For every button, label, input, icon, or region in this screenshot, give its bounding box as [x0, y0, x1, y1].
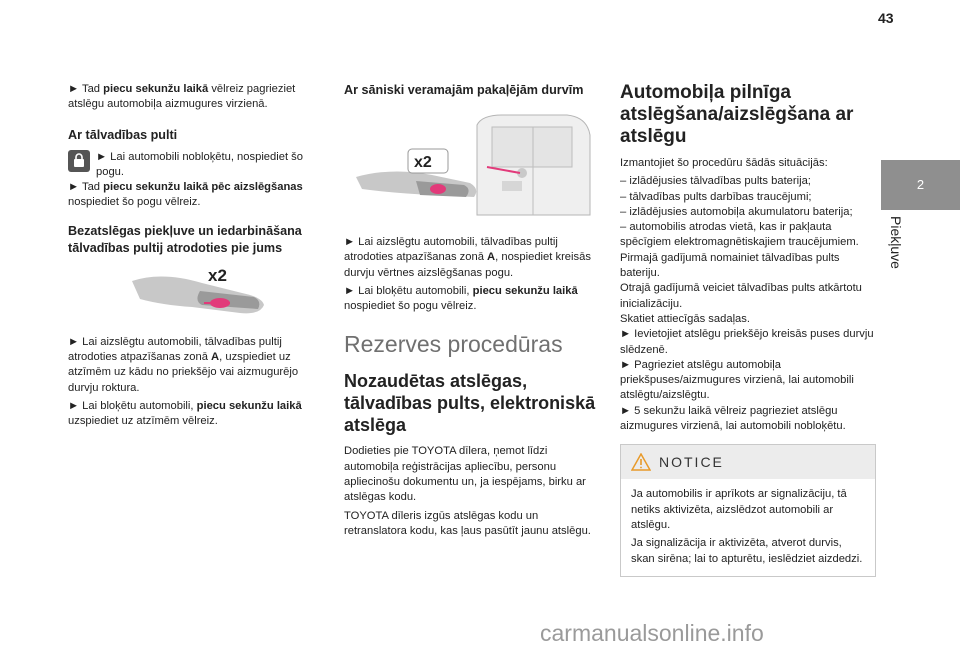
heading-lost-keys: Nozaudētas atslēgas, tālvadības pults, elektroniskā atslēga: [344, 371, 596, 436]
warning-icon: [631, 453, 651, 471]
heading-keyless: Bezatslēgas piekļuve un iedarbināšana tālvadības pultij atrodoties pie jums: [68, 223, 302, 255]
paragraph-sliding-deadlock: ► Lai bloķētu automobili, piecu sekunžu laikā nospiediet šo pogu vēlreiz.: [344, 284, 578, 313]
paragraph-case-one: Pirmajā gadījumā nomainiet tālvadības pults bateriju.: [620, 251, 840, 280]
heading-remote: Ar tālvadības pulti: [68, 127, 178, 142]
paragraph-insert-key: ► Ievietojiet atslēgu priekšējo kreisās puses durvju slēdzenē.: [620, 328, 874, 356]
paragraph-see-sections: Skatiet attiecīgās sadaļas.: [620, 312, 750, 325]
notice-body: [621, 479, 875, 575]
footer-watermark: carmanualsonline.info: [540, 620, 764, 646]
notice-paragraph-alarm: Ja automobilis ir aprīkots ar signalizāciju, tā netiks aktivizēta, aizslēdzot automobili ar atslēgu.: [631, 488, 847, 531]
list-item: – izlādējusies automobiļa akumulatoru baterija;: [620, 205, 853, 218]
paragraph-turn-key: ► Tad piecu sekunžu laikā vēlreiz pagrieziet atslēgu automobiļa aizmugures virzienā.: [68, 83, 296, 111]
figure-x2-label: x2: [414, 154, 432, 171]
lock-icon: [68, 150, 90, 172]
heading-sliding-doors: Ar sāniski veramajām pakaļējām durvīm: [344, 83, 584, 97]
remote-lock-row: [68, 150, 326, 181]
paragraph-turn-key-lock: ► Pagrieziet atslēgu automobiļa priekšpuses/aizmugures virzienā, lai automobili atslēgtu/aizslēgtu.: [620, 358, 854, 402]
figure-x2-label: x2: [208, 265, 227, 285]
handle-press-figure: [122, 263, 272, 327]
column-middle: [344, 82, 600, 542]
heading-full-lock-key: Automobiļa pilnīga atslēgšana/aizslēgšana ar atslēgu: [620, 82, 854, 147]
column-right: [620, 82, 876, 577]
paragraph-keyless-lock: ► Lai aizslēgtu automobili, tālvadības pultij atrodoties atpazīšanas zonā A, uzspiediet uz atzīmēm uz kādu no priekšējo vai aizmugurējo durvju roktura.: [68, 335, 299, 394]
paragraph-intro: Izmantojiet šo procedūru šādās situācijās:: [620, 157, 828, 169]
paragraph-case-two: Otrajā gadījumā veiciet tālvadības pults atkārtotu inicializāciju.: [620, 282, 862, 310]
paragraph-keyless-deadlock: ► Lai bloķētu automobili, piecu sekunžu laikā uzspiediet uz atzīmēm vēlreiz.: [68, 399, 302, 428]
paragraph-sliding-lock: ► Lai aizslēgtu automobili, tālvadības pultij atrodoties atpazīšanas zonā A, nospiediet kreisās durvju vērtnes aizslēgšanas pogu.: [344, 236, 591, 279]
paragraph-dealer-docs: Dodieties pie TOYOTA dīlera, ņemot līdzi automobiļa reģistrācijas apliecību, personu apliecinošu dokumentu un, ja iespējams, birku ar atslēgas kodu.: [344, 445, 586, 504]
chapter-title: Piekļuve: [888, 216, 904, 269]
paragraph-dealer-code: TOYOTA dīleris izgūs atslēgas kodu un retranslatora kodu, kas ļaus pasūtīt jaunu atslēgu.: [344, 509, 591, 537]
chapter-tab[interactable]: [881, 160, 960, 210]
list-item: – tālvadības pults darbības traucējumi;: [620, 190, 812, 203]
list-item: – izlādējusies tālvadības pults baterija;: [620, 175, 811, 188]
list-item: – automobilis atrodas vietā, kas ir pakļauta spēcīgiem elektromagnētiskajiem traucējumiem.: [620, 221, 859, 249]
paragraph-deadlock-key: ► 5 sekunžu laikā vēlreiz pagrieziet atslēgu aizmugures virzienā, lai automobili nobloķētu.: [620, 404, 846, 433]
rear-door-figure: [352, 105, 592, 225]
column-left: [68, 82, 326, 433]
paragraph-remote-deadlock: ► Tad piecu sekunžu laikā pēc aizslēgšanas nospiediet šo pogu vēlreiz.: [68, 181, 303, 209]
heading-backup-procedures: Rezerves procedūras: [344, 331, 563, 358]
notice-paragraph-siren: Ja signalizācija ir aktivizēta, atverot durvis, skan sirēna; lai to apturētu, ieslēdziet aizdedzi.: [631, 537, 863, 565]
chapter-number: 2: [916, 177, 925, 192]
notice-label: NOTICE: [659, 454, 724, 471]
paragraph-remote-lock: ► Lai automobili nobloķētu, nospiediet šo pogu.: [96, 150, 303, 178]
page-number: 43: [878, 10, 894, 26]
notice-box: [620, 444, 876, 576]
notice-header: [621, 445, 875, 479]
